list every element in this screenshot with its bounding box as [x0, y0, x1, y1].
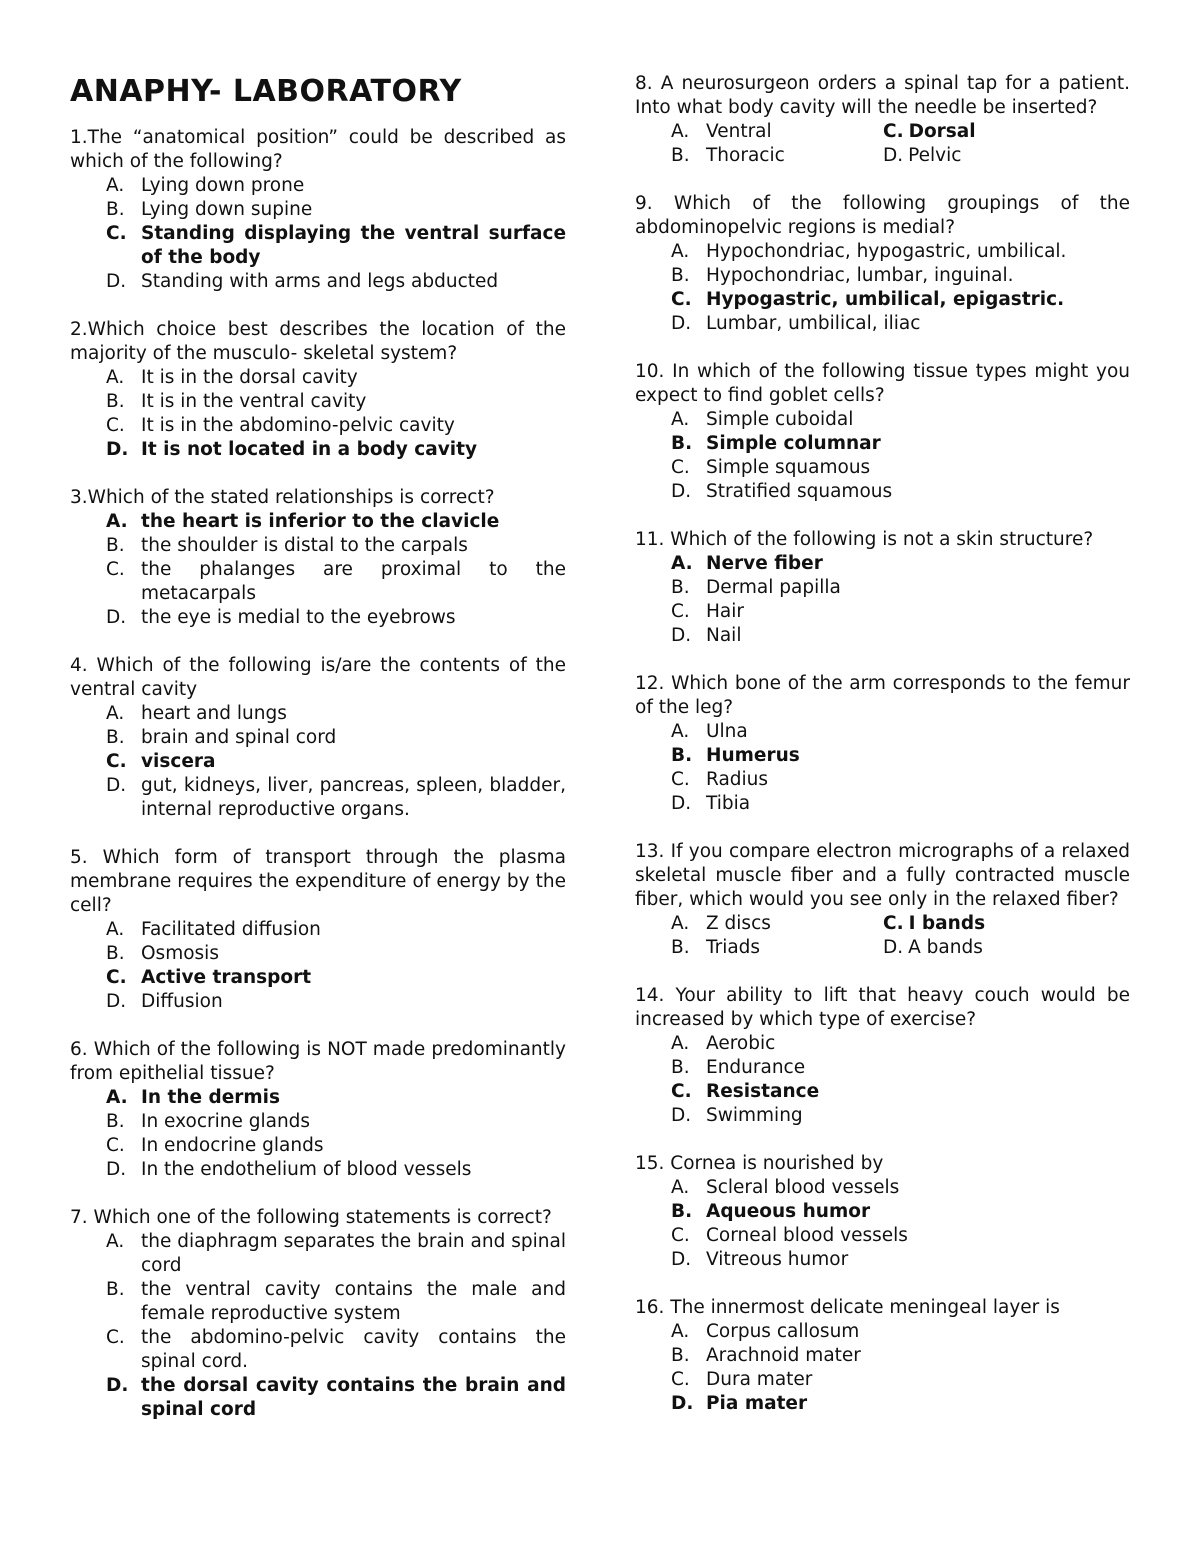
option-letter: D.: [671, 313, 692, 334]
option-letter: A.: [671, 1321, 690, 1342]
option-b: [70, 1278, 566, 1326]
answer-options: [70, 1086, 566, 1182]
option-d-correct: [70, 1374, 566, 1422]
option-text: Radius: [706, 769, 769, 790]
option-d: [635, 792, 1130, 816]
option-a: [671, 120, 883, 144]
option-text: gut, kidneys, liver, pancreas, spleen, bladder, internal reproductive organs.: [141, 775, 566, 820]
option-text: brain and spinal cord: [141, 727, 337, 748]
option-text: Standing with arms and legs abducted: [141, 271, 499, 292]
option-text: Ulna: [706, 721, 748, 742]
question-text: 3.Which of the stated relationships is correct?: [70, 487, 495, 508]
answer-options: [635, 240, 1130, 336]
option-c: [635, 1368, 1130, 1392]
option-letter: A.: [671, 409, 690, 430]
option-a: [70, 1230, 566, 1278]
option-a-correct: [635, 552, 1130, 576]
question-6: [70, 1038, 566, 1182]
question-1: [70, 126, 566, 294]
option-text: It is not located in a body cavity: [141, 439, 478, 460]
option-c-correct: [70, 750, 566, 774]
option-text: Endurance: [706, 1057, 806, 1078]
option-c: [635, 768, 1130, 792]
option-letter: D.: [106, 439, 129, 460]
option-a: [635, 1320, 1130, 1344]
option-a: [635, 240, 1130, 264]
option-text: It is in the abdomino-pelvic cavity: [141, 415, 455, 436]
option-text: Hair: [706, 601, 744, 622]
option-text: Stratified squamous: [706, 481, 893, 502]
option-letter: C.: [671, 601, 690, 622]
option-text: In endocrine glands: [141, 1135, 324, 1156]
option-text: Pelvic: [908, 145, 962, 166]
option-letter: C.: [106, 1327, 125, 1348]
option-c-correct: [883, 120, 1130, 144]
option-b: [671, 144, 883, 168]
option-a-correct: [70, 1086, 566, 1110]
option-d: [635, 1104, 1130, 1128]
option-letter: D.: [671, 481, 692, 502]
option-c: [70, 1134, 566, 1158]
option-letter: B.: [671, 145, 690, 166]
question-7: [70, 1206, 566, 1422]
answer-options: [635, 552, 1130, 648]
option-d: [635, 1248, 1130, 1272]
question-12: [635, 672, 1130, 816]
option-letter: D.: [883, 937, 904, 958]
answer-options: [635, 120, 1130, 168]
option-letter: B.: [106, 199, 125, 220]
option-letter: B.: [671, 1057, 690, 1078]
option-letter: B.: [671, 1201, 693, 1222]
option-text: the diaphragm separates the brain and spinal cord: [141, 1231, 566, 1276]
option-c-correct: [883, 912, 1130, 936]
option-text: the phalanges are proximal to the metacarpals: [141, 559, 566, 604]
option-text: Corpus callosum: [706, 1321, 860, 1342]
option-b: [635, 1344, 1130, 1368]
option-c-correct: [635, 1080, 1130, 1104]
option-letter: A.: [106, 175, 125, 196]
option-text: Scleral blood vessels: [706, 1177, 900, 1198]
option-d-correct: [70, 438, 566, 462]
answer-options: [70, 702, 566, 822]
answer-options: [635, 1032, 1130, 1128]
option-text: viscera: [141, 751, 216, 772]
option-text: Dura mater: [706, 1369, 813, 1390]
question-text: 1.The “anatomical position” could be described as which of the following?: [70, 127, 566, 172]
option-letter: C.: [671, 769, 690, 790]
option-letter: D.: [106, 1159, 127, 1180]
option-text: Lumbar, umbilical, iliac: [706, 313, 921, 334]
option-text: Hypochondriac, lumbar, inguinal.: [706, 265, 1014, 286]
option-text: A bands: [908, 937, 983, 958]
option-letter: A.: [671, 121, 690, 142]
option-text: Osmosis: [141, 943, 219, 964]
option-b-correct: [635, 1200, 1130, 1224]
question-5: [70, 846, 566, 1014]
option-c: [635, 456, 1130, 480]
option-b-correct: [635, 744, 1130, 768]
option-d: [70, 990, 566, 1014]
option-text: Dermal papilla: [706, 577, 841, 598]
option-letter: D.: [671, 625, 692, 646]
option-text: Arachnoid mater: [706, 1345, 861, 1366]
page-title: ANAPHY- LABORATORY: [70, 74, 462, 109]
option-letter: A.: [106, 1087, 128, 1108]
option-d: [70, 606, 566, 630]
option-b: [70, 942, 566, 966]
option-letter: B.: [106, 1279, 125, 1300]
option-text: Pia mater: [706, 1393, 808, 1414]
answer-options: [635, 1176, 1130, 1272]
question-text: 9. Which of the following groupings of the abdominopelvic regions is medial?: [635, 193, 1130, 238]
option-d: [70, 1158, 566, 1182]
option-c: [635, 1224, 1130, 1248]
option-text: Vitreous humor: [706, 1249, 849, 1270]
question-text: 11. Which of the following is not a skin structure?: [635, 529, 1094, 550]
option-text: the shoulder is distal to the carpals: [141, 535, 468, 556]
option-text: Lying down prone: [141, 175, 305, 196]
option-letter: D.: [106, 607, 127, 628]
option-b: [635, 1056, 1130, 1080]
option-b: [635, 264, 1130, 288]
option-a: [635, 720, 1130, 744]
option-text: Diffusion: [141, 991, 223, 1012]
option-letter: A.: [671, 241, 690, 262]
option-text: It is in the ventral cavity: [141, 391, 367, 412]
option-letter: C.: [106, 415, 125, 436]
option-letter: B.: [671, 745, 693, 766]
option-a: [671, 912, 883, 936]
option-letter: A.: [671, 553, 693, 574]
answer-options: [635, 1320, 1130, 1416]
option-b: [70, 726, 566, 750]
option-d: [635, 624, 1130, 648]
option-text: Nerve fiber: [706, 553, 823, 574]
question-text: 5. Which form of transport through the plasma membrane requires the expenditure of energy by the cell?: [70, 847, 566, 916]
question-2: [70, 318, 566, 462]
option-text: heart and lungs: [141, 703, 287, 724]
option-b: [635, 576, 1130, 600]
option-b: [70, 198, 566, 222]
answer-options: [635, 408, 1130, 504]
option-c: [70, 558, 566, 606]
option-text: the abdomino-pelvic cavity contains the spinal cord.: [141, 1327, 566, 1372]
question-text: 13. If you compare electron micrographs of a relaxed skeletal muscle fiber and a fully contracted muscle fiber, which would you see only in the relaxed fiber?: [635, 841, 1130, 910]
option-text: In the dermis: [141, 1087, 281, 1108]
option-text: I bands: [908, 913, 986, 934]
option-text: Simple squamous: [706, 457, 871, 478]
option-letter: A.: [106, 1231, 125, 1252]
option-d: [883, 936, 1130, 960]
option-text: Humerus: [706, 745, 800, 766]
option-letter: B.: [671, 1345, 690, 1366]
option-letter: D.: [883, 145, 904, 166]
option-text: Nail: [706, 625, 742, 646]
option-text: Thoracic: [706, 145, 785, 166]
question-13: [635, 840, 1130, 960]
option-c-correct: [70, 966, 566, 990]
option-text: Swimming: [706, 1105, 803, 1126]
option-a: [635, 1176, 1130, 1200]
option-text: It is in the dorsal cavity: [141, 367, 358, 388]
option-text: Lying down supine: [141, 199, 313, 220]
left-column: [70, 72, 566, 1446]
question-text: 10. In which of the following tissue types might you expect to find goblet cells?: [635, 361, 1130, 406]
question-text: 8. A neurosurgeon orders a spinal tap for a patient. Into what body cavity will the needle be inserted?: [635, 73, 1130, 118]
option-letter: C.: [883, 121, 904, 142]
option-letter: D.: [671, 1393, 694, 1414]
option-letter: B.: [106, 943, 125, 964]
option-letter: B.: [671, 265, 690, 286]
question-9: [635, 192, 1130, 336]
answer-options: [70, 174, 566, 294]
option-d: [70, 270, 566, 294]
option-c: [635, 600, 1130, 624]
option-letter: B.: [671, 577, 690, 598]
question-text: 2.Which choice best describes the location of the majority of the musculo- skeletal system?: [70, 319, 566, 364]
option-b: [70, 1110, 566, 1134]
question-11: [635, 528, 1130, 648]
option-text: Simple cuboidal: [706, 409, 854, 430]
option-b: [70, 390, 566, 414]
option-letter: C.: [106, 967, 127, 988]
option-text: In the endothelium of blood vessels: [141, 1159, 472, 1180]
option-b: [671, 936, 883, 960]
option-letter: C.: [671, 1369, 690, 1390]
option-b-correct: [635, 432, 1130, 456]
option-text: Dorsal: [908, 121, 976, 142]
option-c: [70, 414, 566, 438]
question-15: [635, 1152, 1130, 1272]
question-text: 15. Cornea is nourished by: [635, 1153, 884, 1174]
option-d-correct: [635, 1392, 1130, 1416]
right-column: [635, 72, 1130, 1440]
option-a: [70, 174, 566, 198]
option-text: Resistance: [706, 1081, 820, 1102]
option-letter: C.: [671, 1081, 692, 1102]
question-3: [70, 486, 566, 630]
option-letter: D.: [106, 1375, 129, 1396]
option-a-correct: [70, 510, 566, 534]
option-letter: D.: [671, 1249, 692, 1270]
option-text: Hypochondriac, hypogastric, umbilical.: [706, 241, 1067, 262]
option-letter: A.: [671, 721, 690, 742]
option-text: the heart is inferior to the clavicle: [141, 511, 500, 532]
option-text: Hypogastric, umbilical, epigastric.: [706, 289, 1065, 310]
option-letter: C.: [106, 559, 125, 580]
option-letter: D.: [671, 793, 692, 814]
answer-options: [70, 366, 566, 462]
option-letter: A.: [106, 703, 125, 724]
question-text: 12. Which bone of the arm corresponds to the femur of the leg?: [635, 673, 1130, 718]
option-text: Z discs: [706, 913, 771, 934]
option-d: [883, 144, 1130, 168]
option-c: [70, 1326, 566, 1374]
option-letter: C.: [106, 1135, 125, 1156]
option-letter: A.: [106, 919, 125, 940]
option-d: [635, 480, 1130, 504]
option-text: Aerobic: [706, 1033, 776, 1054]
question-8: [635, 72, 1130, 168]
option-text: the eye is medial to the eyebrows: [141, 607, 456, 628]
option-a: [635, 408, 1130, 432]
option-text: Triads: [706, 937, 761, 958]
question-text: 14. Your ability to lift that heavy couch would be increased by which type of exercise?: [635, 985, 1130, 1030]
option-letter: A.: [671, 1033, 690, 1054]
answer-options: [70, 918, 566, 1014]
option-letter: D.: [106, 271, 127, 292]
option-text: Active transport: [141, 967, 312, 988]
option-text: the dorsal cavity contains the brain and spinal cord: [141, 1375, 566, 1420]
answer-options: [635, 720, 1130, 816]
option-a: [70, 702, 566, 726]
option-text: the ventral cavity contains the male and female reproductive system: [141, 1279, 566, 1324]
answer-options: [635, 912, 1130, 960]
option-letter: B.: [106, 391, 125, 412]
question-4: [70, 654, 566, 822]
option-letter: B.: [106, 1111, 125, 1132]
option-letter: B.: [671, 937, 690, 958]
option-letter: A.: [106, 511, 128, 532]
option-letter: A.: [106, 367, 125, 388]
option-text: Facilitated diffusion: [141, 919, 321, 940]
option-letter: D.: [106, 775, 127, 796]
option-letter: C.: [671, 457, 690, 478]
option-c-correct: [635, 288, 1130, 312]
option-letter: B.: [106, 535, 125, 556]
option-letter: C.: [883, 913, 904, 934]
option-d: [635, 312, 1130, 336]
option-letter: B.: [106, 727, 125, 748]
option-letter: C.: [106, 223, 127, 244]
option-letter: A.: [671, 1177, 690, 1198]
option-text: Tibia: [706, 793, 751, 814]
option-a: [635, 1032, 1130, 1056]
option-letter: C.: [106, 751, 127, 772]
option-letter: D.: [106, 991, 127, 1012]
option-letter: B.: [671, 433, 693, 454]
question-text: 7. Which one of the following statements is correct?: [70, 1207, 552, 1228]
option-c-correct: [70, 222, 566, 270]
question-text: 16. The innermost delicate meningeal layer is: [635, 1297, 1060, 1318]
option-a: [70, 918, 566, 942]
option-letter: C.: [671, 289, 692, 310]
option-text: Aqueous humor: [706, 1201, 871, 1222]
option-text: Ventral: [706, 121, 772, 142]
option-text: In exocrine glands: [141, 1111, 311, 1132]
question-16: [635, 1296, 1130, 1416]
option-d: [70, 774, 566, 822]
answer-options: [70, 1230, 566, 1422]
option-text: Corneal blood vessels: [706, 1225, 908, 1246]
option-letter: C.: [671, 1225, 690, 1246]
option-letter: A.: [671, 913, 690, 934]
question-10: [635, 360, 1130, 504]
option-letter: D.: [671, 1105, 692, 1126]
option-text: Simple columnar: [706, 433, 881, 454]
question-14: [635, 984, 1130, 1128]
question-text: 6. Which of the following is NOT made predominantly from epithelial tissue?: [70, 1039, 566, 1084]
option-b: [70, 534, 566, 558]
question-text: 4. Which of the following is/are the contents of the ventral cavity: [70, 655, 566, 700]
option-text: Standing displaying the ventral surface of the body: [141, 223, 566, 268]
answer-options: [70, 510, 566, 630]
option-a: [70, 366, 566, 390]
